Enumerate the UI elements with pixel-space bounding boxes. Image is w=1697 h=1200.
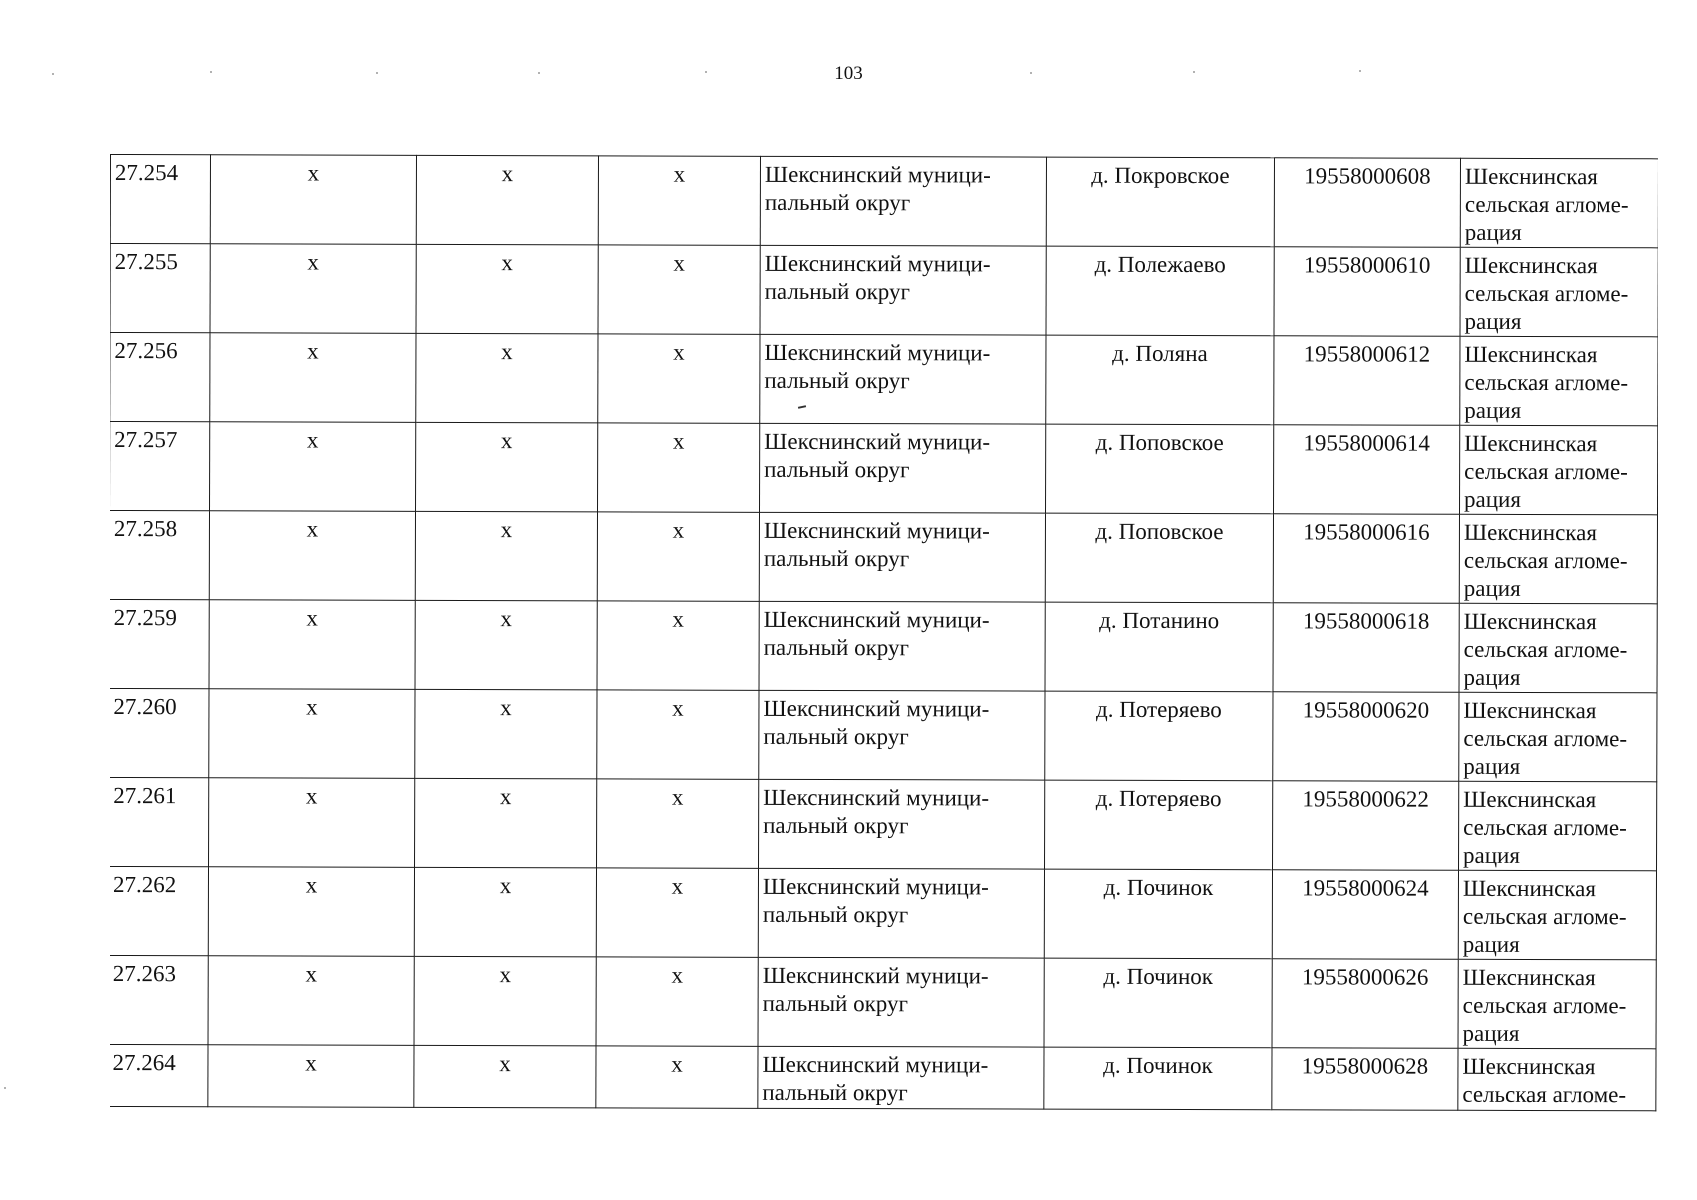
row-number-cell: 27.262 xyxy=(110,866,209,955)
table-row xyxy=(110,333,1658,426)
agglomeration-cell: Шекснинская сельская агломе-рация xyxy=(1460,158,1658,248)
mark-cell: х xyxy=(597,601,759,690)
table-row xyxy=(110,155,1658,248)
district-cell: Шекснинский муници-пальный округ xyxy=(760,156,1046,246)
row-number-cell: 27.260 xyxy=(110,688,209,777)
mark-cell: х xyxy=(209,778,415,868)
agglomeration-cell: Шекснинская сельская агломе-рация xyxy=(1460,336,1658,426)
table-row xyxy=(110,599,1657,692)
oktmo-code-cell: 19558000628 xyxy=(1272,1048,1458,1111)
mark-cell: х xyxy=(210,155,416,245)
table-row xyxy=(110,688,1657,781)
district-cell: Шекснинский муници-пальный округ xyxy=(758,957,1044,1047)
mark-cell: х xyxy=(416,422,598,512)
oktmo-code-cell: 19558000626 xyxy=(1272,959,1458,1049)
mark-cell: х xyxy=(416,333,598,423)
district-cell: Шекснинский муници-пальный округ xyxy=(760,245,1046,335)
agglomeration-cell: Шекснинская сельская агломе-рация xyxy=(1459,425,1657,515)
row-number-cell: 27.256 xyxy=(110,333,210,422)
oktmo-code-cell: 19558000614 xyxy=(1273,425,1459,515)
mark-cell: х xyxy=(597,512,759,601)
scan-artifact xyxy=(52,73,54,75)
table-row xyxy=(110,511,1657,604)
scan-artifact xyxy=(538,72,540,74)
table-row xyxy=(110,422,1658,515)
table-row xyxy=(110,1044,1656,1110)
registry-table-container xyxy=(110,154,1658,1118)
row-number-cell: 27.259 xyxy=(110,599,209,688)
oktmo-code-cell: 19558000618 xyxy=(1273,603,1459,693)
agglomeration-cell: Шекснинская сельская агломе-рация xyxy=(1460,247,1658,337)
district-cell: Шекснинский муници-пальный округ xyxy=(758,868,1044,958)
mark-cell: х xyxy=(210,333,416,423)
settlement-cell: д. Потанино xyxy=(1045,602,1273,692)
district-cell: Шекснинский муници-пальный округ xyxy=(758,1046,1044,1109)
mark-cell: х xyxy=(208,956,414,1046)
settlement-cell: д. Покровское xyxy=(1046,157,1274,247)
oktmo-code-cell: 19558000624 xyxy=(1272,870,1458,960)
row-number-cell: 27.257 xyxy=(110,422,210,511)
settlement-cell: д. Поляна xyxy=(1046,335,1274,425)
scan-artifact xyxy=(705,71,707,73)
scan-artifact xyxy=(4,1087,6,1089)
settlement-cell: д. Починок xyxy=(1044,1047,1272,1110)
row-number-cell: 27.254 xyxy=(110,155,210,244)
mark-cell: х xyxy=(209,511,415,601)
district-cell: Шекснинский муници-пальный округ xyxy=(759,512,1045,602)
oktmo-code-cell: 19558000610 xyxy=(1274,247,1460,337)
mark-cell: х xyxy=(415,778,597,868)
mark-cell: х xyxy=(416,155,598,245)
district-cell: Шекснинский муници-пальный округ xyxy=(759,601,1045,691)
district-cell: Шекснинский муници-пальный округ xyxy=(759,779,1045,869)
scan-artifact xyxy=(376,72,378,74)
row-number-cell: 27.261 xyxy=(110,777,209,866)
agglomeration-cell: Шекснинская сельская агломе-рация xyxy=(1459,603,1657,693)
settlement-cell: д. Поповское xyxy=(1045,513,1273,603)
mark-cell: х xyxy=(208,1045,414,1108)
oktmo-code-cell: 19558000620 xyxy=(1273,692,1459,782)
mark-cell: х xyxy=(210,244,416,334)
mark-cell: х xyxy=(415,511,597,601)
mark-cell: х xyxy=(415,689,597,779)
agglomeration-cell: Шекснинская сельская агломе-рация xyxy=(1459,692,1657,782)
registry-table xyxy=(110,154,1658,1111)
mark-cell: х xyxy=(416,244,598,334)
oktmo-code-cell: 19558000616 xyxy=(1273,514,1459,604)
settlement-cell: д. Починок xyxy=(1044,869,1272,959)
district-cell: Шекснинский муници-пальный округ xyxy=(760,334,1046,424)
agglomeration-cell: Шекснинская сельская агломе- xyxy=(1458,1048,1656,1111)
oktmo-code-cell: 19558000608 xyxy=(1274,158,1460,248)
mark-cell: х xyxy=(598,423,760,512)
settlement-cell: д. Потеряево xyxy=(1045,780,1273,870)
settlement-cell: д. Поповское xyxy=(1046,424,1274,514)
oktmo-code-cell: 19558000622 xyxy=(1273,781,1459,871)
agglomeration-cell: Шекснинская сельская агломе-рация xyxy=(1459,781,1657,871)
scan-artifact xyxy=(1359,70,1361,72)
row-number-cell: 27.264 xyxy=(110,1044,208,1106)
scan-artifact xyxy=(1030,72,1032,74)
table-row xyxy=(110,866,1657,959)
table-row xyxy=(110,244,1658,337)
settlement-cell: д. Полежаево xyxy=(1046,246,1274,336)
mark-cell: х xyxy=(415,600,597,690)
district-cell: Шекснинский муници-пальный округ xyxy=(759,690,1045,780)
mark-cell: х xyxy=(414,1045,596,1108)
agglomeration-cell: Шекснинская сельская агломе-рация xyxy=(1458,959,1656,1049)
mark-cell: х xyxy=(209,689,415,779)
mark-cell: х xyxy=(598,334,760,423)
mark-cell: х xyxy=(596,957,758,1046)
mark-cell: х xyxy=(414,867,596,957)
district-cell: Шекснинский муници-пальный округ xyxy=(760,423,1046,513)
agglomeration-cell: Шекснинская сельская агломе-рация xyxy=(1459,514,1657,604)
agglomeration-cell: Шекснинская сельская агломе-рация xyxy=(1458,870,1656,960)
scan-artifact xyxy=(1193,71,1195,73)
row-number-cell: 27.258 xyxy=(110,511,210,600)
mark-cell: х xyxy=(597,690,759,779)
mark-cell: х xyxy=(596,1046,758,1108)
mark-cell: х xyxy=(414,956,596,1046)
oktmo-code-cell: 19558000612 xyxy=(1274,336,1460,426)
scan-artifact xyxy=(210,71,212,73)
settlement-cell: д. Починок xyxy=(1044,958,1272,1048)
page-number: 103 xyxy=(834,63,863,84)
mark-cell: х xyxy=(210,422,416,512)
mark-cell: х xyxy=(598,156,760,245)
mark-cell: х xyxy=(597,779,759,868)
row-number-cell: 27.255 xyxy=(110,244,210,333)
settlement-cell: д. Потеряево xyxy=(1045,691,1273,781)
mark-cell: х xyxy=(598,245,760,334)
mark-cell: х xyxy=(209,600,415,690)
mark-cell: х xyxy=(208,867,414,957)
row-number-cell: 27.263 xyxy=(110,955,208,1044)
mark-cell: х xyxy=(596,868,758,957)
table-row xyxy=(110,955,1656,1048)
table-row xyxy=(110,777,1657,870)
